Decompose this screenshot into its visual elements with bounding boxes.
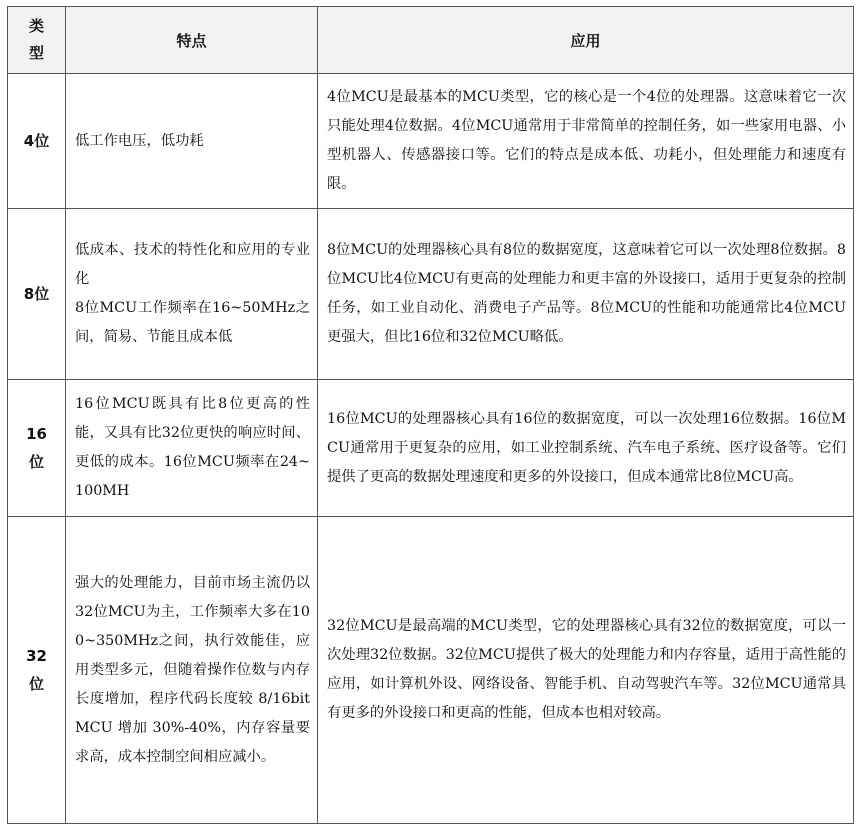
header-features: 特点 xyxy=(66,7,318,74)
type-cell xyxy=(8,380,66,517)
table-row-8bit xyxy=(8,209,854,380)
features-text: 强大的处理能力，目前市场主流仍以32位MCU为主，工作频率大多在100~350MHz之间，执行效能佳，应用类型多元，但随着操作位数与内存长度增加，程序代码长度较 8/16bitMCU 增加 30%-40%，内存容量要求高，成本控制空间相应减小。 xyxy=(75,574,310,765)
features-text: 8位MCU工作频率在16~50MHz之间，简易、节能且成本低 xyxy=(75,300,310,345)
type-label-line-1: 32 xyxy=(26,647,47,665)
applications-cell: 32位MCU是最高端的MCU类型，它的处理器核心具有32位的数据宽度，可以一次处理32位数据。32位MCU提供了极大的处理能力和内存容量，适用于高性能的应用，如计算机外设、网络设备、智能手机、自动驾驶汽车等。32位MCU通常具有更多的外设接口和更高的性能，但成本也相对较高。 xyxy=(318,517,854,824)
type-label-line-2: 位 xyxy=(28,675,44,693)
features-text: 低工作电压，低功耗 xyxy=(75,132,204,149)
features-cell xyxy=(66,380,318,517)
type-label: 4位 xyxy=(23,132,50,150)
features-text: 低成本、技术的特性化和应用的专业化 xyxy=(75,242,310,287)
table-row-32bit xyxy=(8,517,854,824)
header-applications: 应用 xyxy=(318,7,854,74)
features-cell xyxy=(66,74,318,209)
mcu-comparison-table xyxy=(7,6,854,824)
applications-cell: 16位MCU的处理器核心具有16位的数据宽度，可以一次处理16位数据。16位MCU通常用于更复杂的应用，如工业控制系统、汽车电子系统、医疗设备等。它们提供了更高的数据处理速度和更多的外设接口，但成本通常比8位MCU高。 xyxy=(318,380,854,517)
header-row xyxy=(8,7,854,74)
features-cell xyxy=(66,517,318,824)
features-text: 16位MCU既具有比8位更高的性能，又具有比32位更快的响应时间、更低的成本。16位MCU频率在24~100MH xyxy=(75,396,310,499)
type-label-line-2: 位 xyxy=(28,453,44,471)
type-cell xyxy=(8,517,66,824)
mcu-comparison-table-container xyxy=(7,6,854,824)
header-type-line-1: 类 xyxy=(28,17,44,35)
type-label: 8位 xyxy=(23,285,50,303)
table-row-16bit xyxy=(8,380,854,517)
type-cell xyxy=(8,209,66,380)
table-row-4bit xyxy=(8,74,854,209)
applications-cell: 8位MCU的处理器核心具有8位的数据宽度，这意味着它可以一次处理8位数据。8位MCU比4位MCU有更高的处理能力和更丰富的外设接口，适用于更复杂的控制任务，如工业自动化、消费电子产品等。8位MCU的性能和功能通常比4位MCU更强大，但比16位和32位MCU略低。 xyxy=(318,209,854,380)
header-type xyxy=(8,7,66,74)
applications-cell: 4位MCU是最基本的MCU类型，它的核心是一个4位的处理器。这意味着它一次只能处理4位数据。4位MCU通常用于非常简单的控制任务，如一些家用电器、小型机器人、传感器接口等。它们的特点是成本低、功耗小，但处理能力和速度有限。 xyxy=(318,74,854,209)
header-type-line-2: 型 xyxy=(28,44,44,62)
features-cell xyxy=(66,209,318,380)
type-label-line-1: 16 xyxy=(26,425,47,443)
type-cell xyxy=(8,74,66,209)
